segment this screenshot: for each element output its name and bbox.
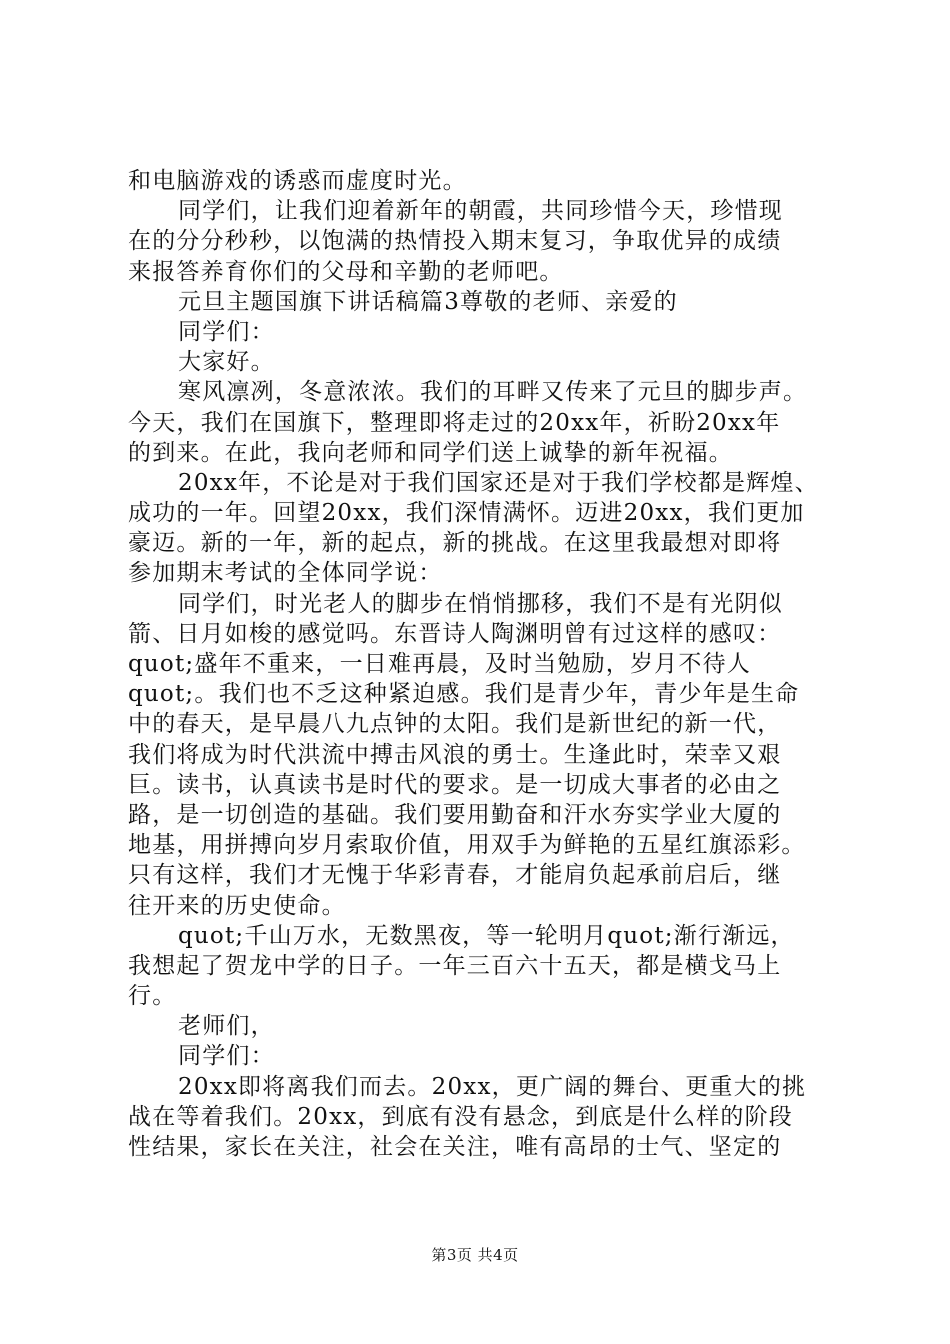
text-line: 元旦主题国旗下讲话稿篇3尊敬的老师、亲爱的 xyxy=(178,288,678,315)
text-line: 同学们： xyxy=(178,1043,275,1070)
text-line: 地基，用拼搏向岁月索取价值，用双手为鲜艳的五星红旗添彩。 xyxy=(128,832,806,859)
text-line: 大家好。 xyxy=(178,349,275,376)
text-line: 老师们， xyxy=(178,1013,275,1040)
text-line: 巨。读书，认真读书是时代的要求。是一切成大事者的必由之 xyxy=(128,771,782,798)
text-line: 今天，我们在国旗下，整理即将走过的20xx年，祈盼20xx年 xyxy=(128,409,781,436)
text-line: 来报答养育你们的父母和辛勤的老师吧。 xyxy=(128,258,564,285)
text-line: 参加期末考试的全体同学说： xyxy=(128,560,443,587)
text-line: quot;。我们也不乏这种紧迫感。我们是青少年，青少年是生命 xyxy=(128,681,800,708)
text-line: 我想起了贺龙中学的日子。一年三百六十五天，都是横戈马上 xyxy=(128,952,782,979)
text-line: 20xx年，不论是对于我们国家还是对于我们学校都是辉煌、 xyxy=(178,469,819,496)
text-line: 箭、日月如梭的感觉吗。东晋诗人陶渊明曾有过这样的感叹： xyxy=(128,620,782,647)
text-line: 寒风凛冽，冬意浓浓。我们的耳畔又传来了元旦的脚步声。 xyxy=(178,379,808,406)
text-line: 往开来的历史使命。 xyxy=(128,892,346,919)
text-line: quot;千山万水，无数黑夜，等一轮明月quot;渐行渐远， xyxy=(178,922,795,949)
text-line: quot;盛年不重来，一日难再晨，及时当勉励，岁月不待人 xyxy=(128,651,751,677)
text-line: 同学们，让我们迎着新年的朝霞，共同珍惜今天，珍惜现 xyxy=(178,198,783,225)
text-line: 豪迈。新的一年，新的起点，新的挑战。在这里我最想对即将 xyxy=(128,530,782,557)
text-line: 只有这样，我们才无愧于华彩青春，才能肩负起承前启后，继 xyxy=(128,862,782,889)
text-line: 行。 xyxy=(128,983,177,1010)
text-line: 中的春天，是早晨八九点钟的太阳。我们是新世纪的新一代， xyxy=(128,711,782,738)
text-line: 成功的一年。回望20xx，我们深情满怀。迈进20xx，我们更加 xyxy=(128,500,805,527)
text-line: 战在等着我们。20xx，到底有没有悬念，到底是什么样的阶段 xyxy=(128,1103,794,1130)
text-line: 和电脑游戏的诱惑而虚度时光。 xyxy=(128,168,467,194)
body-text xyxy=(128,166,848,1162)
text-line: 同学们，时光老人的脚步在悄悄挪移，我们不是有光阴似 xyxy=(178,590,783,617)
text-line: 我们将成为时代洪流中搏击风浪的勇士。生逢此时，荣幸又艰 xyxy=(128,741,782,768)
text-line: 路，是一切创造的基础。我们要用勤奋和汗水夯实学业大厦的 xyxy=(128,801,782,828)
text-line: 的到来。在此，我向老师和同学们送上诚挚的新年祝福。 xyxy=(128,439,733,466)
text-line: 性结果，家长在关注，社会在关注，唯有高昂的士气、坚定的 xyxy=(128,1134,782,1160)
text-line: 20xx即将离我们而去。20xx，更广阔的舞台、更重大的挑 xyxy=(178,1073,807,1100)
page-footer: 第3页 共4页 xyxy=(431,1246,519,1264)
text-line: 在的分分秒秒，以饱满的热情投入期末复习，争取优异的成绩 xyxy=(128,228,782,255)
text-line: 同学们： xyxy=(178,318,275,345)
